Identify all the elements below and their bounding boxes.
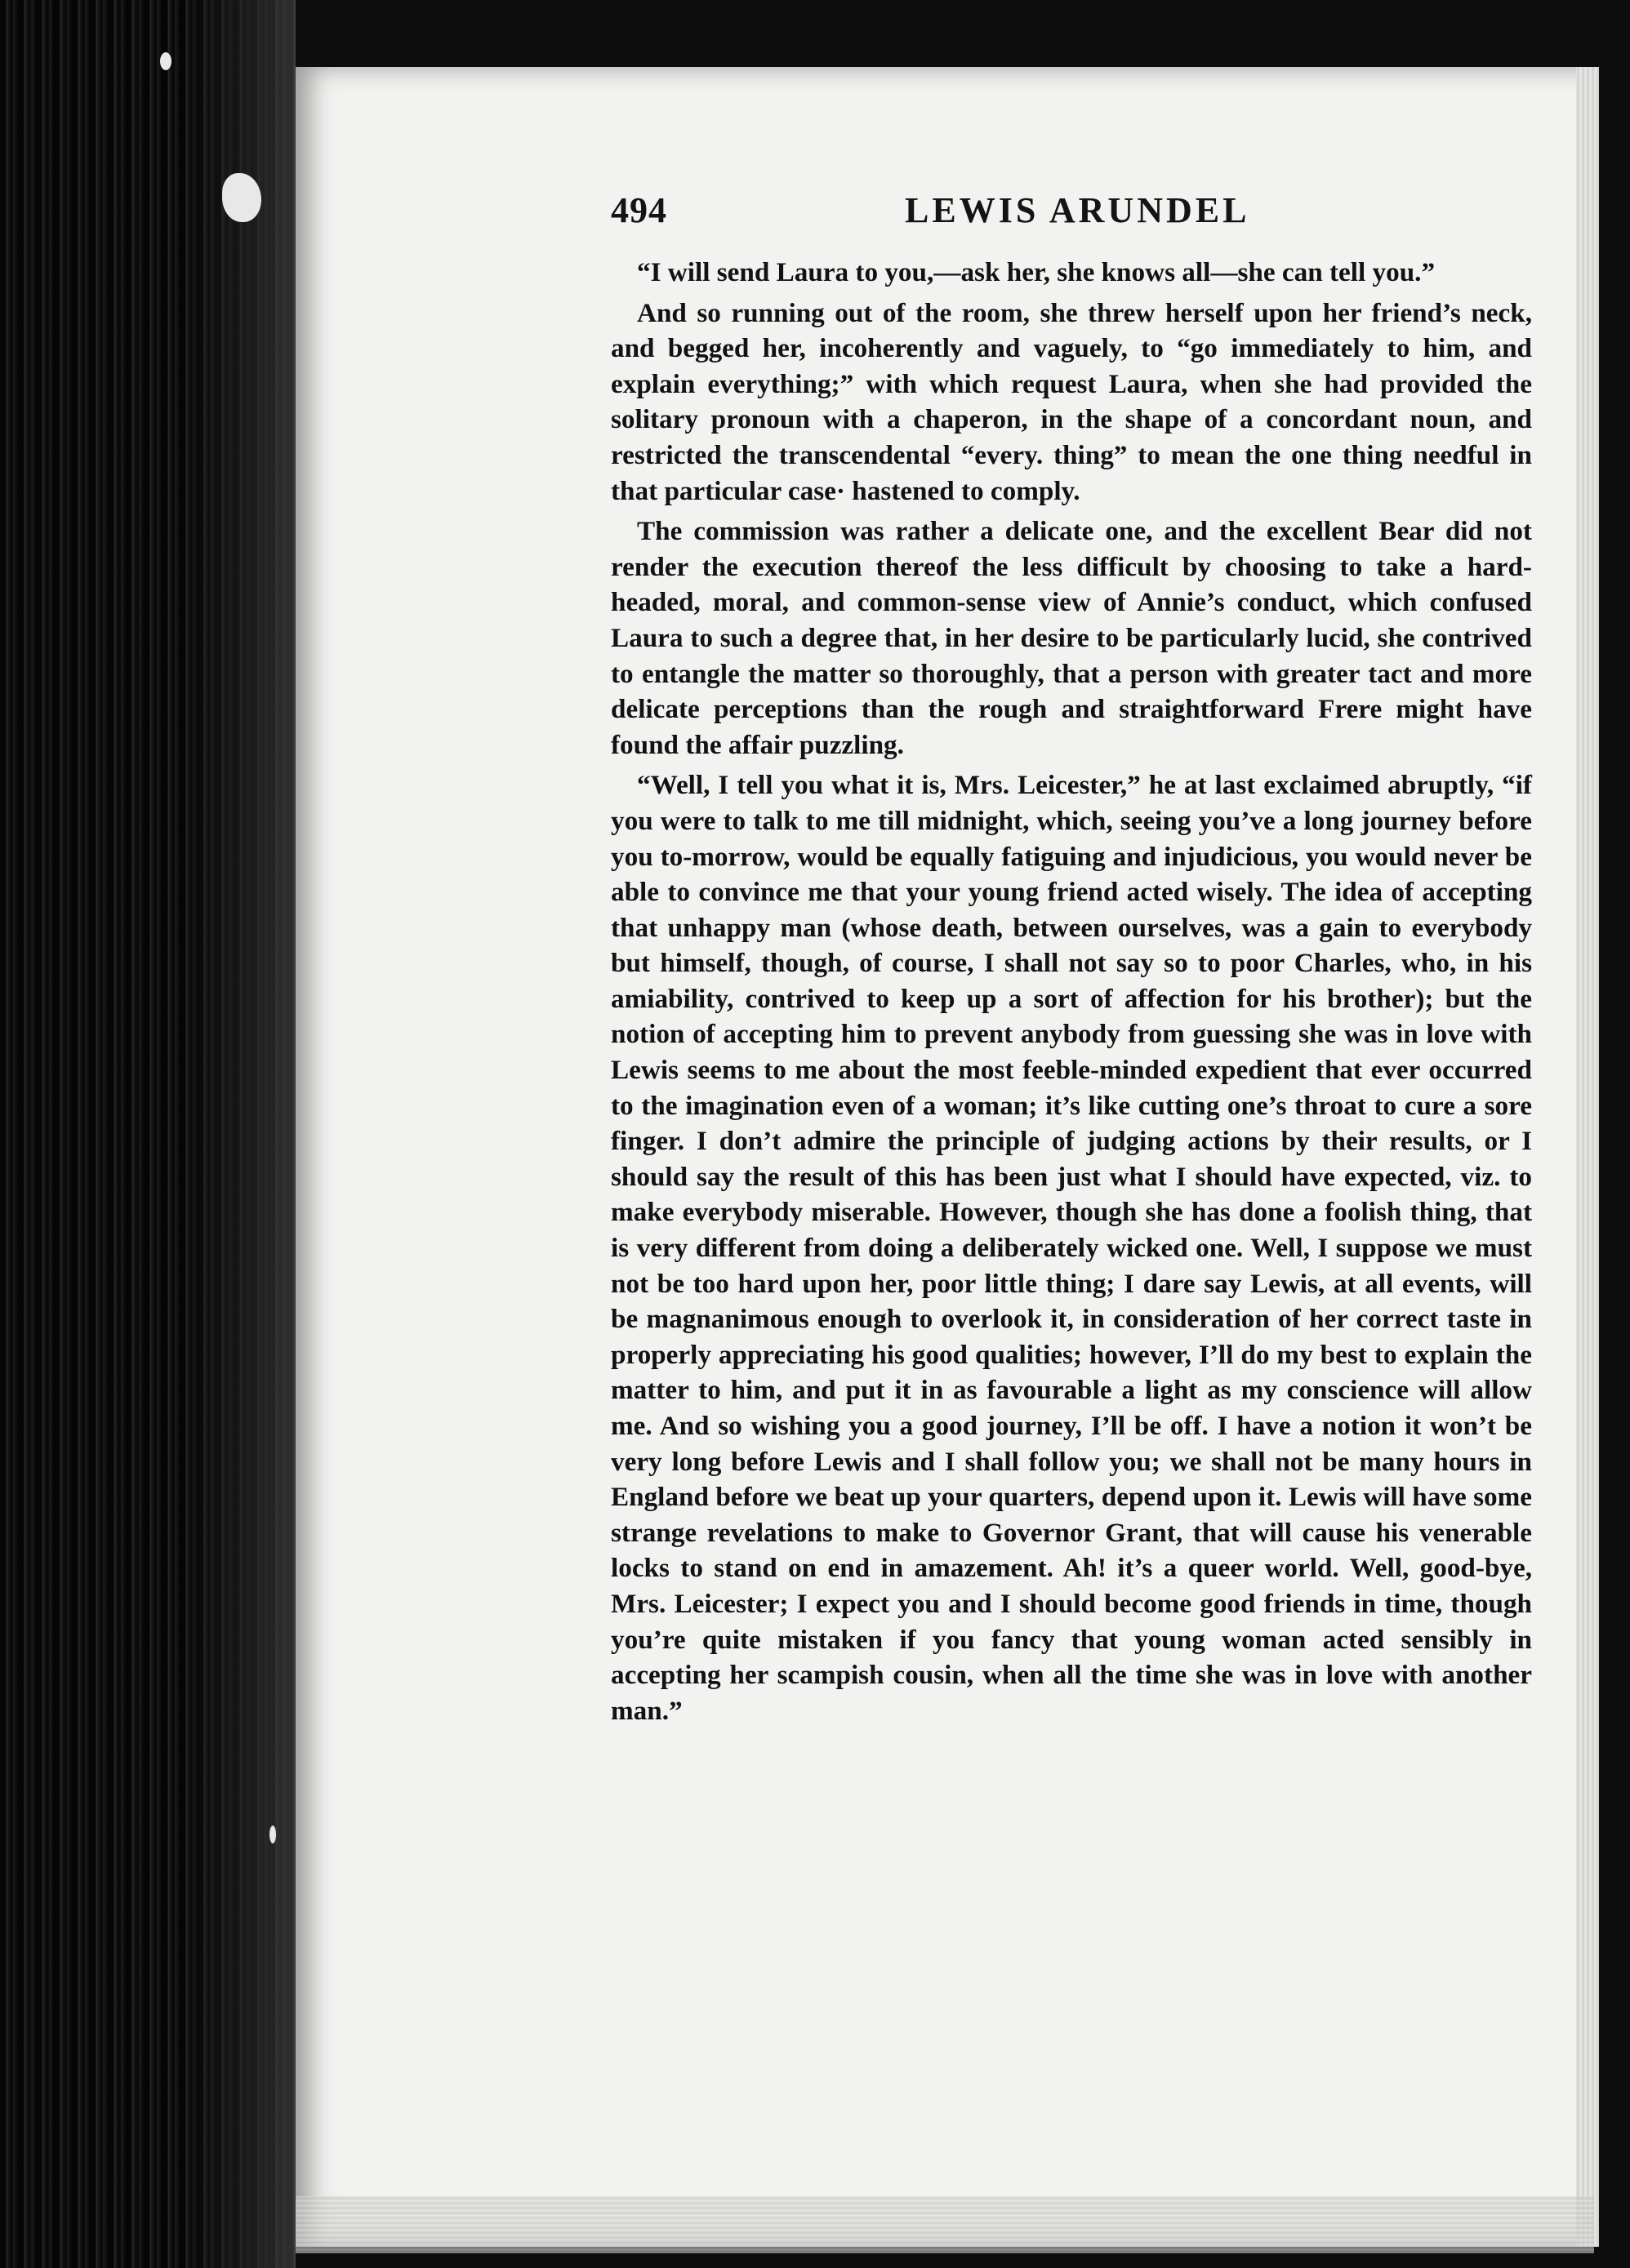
paragraph: The commission was rather a delicate one, and the excellent Bear did not render the execution thereof the less difficult by choosing to take a hard-headed, moral, and common-sense view of Annie’s conduct, which confused Laura to such a degree that, in her desire to be particularly lucid, she contrived to entangle the matter so thoroughly, that a person with greater tact and more delicate perceptions than the rough and straightforward Frere might have found the affair puzzling. [611, 516, 1532, 760]
spine-speck [160, 52, 171, 70]
page-number: 494 [611, 190, 667, 230]
page-fore-edge [1576, 67, 1599, 2247]
spine-shadow [188, 0, 296, 2268]
running-head-title: LEWIS ARUNDEL [905, 190, 1250, 230]
paragraph: And so running out of the room, she threw herself upon her friend’s neck, and begged her, incoherently and vaguely, to “go immediately to him, and explain everything;” with which request Laura, when she had provided the solitary pronoun with a chaperon, in the shape of a concordant noun, and restricted the transcendental “every. thing” to mean the one thing needful in that particular case· hastened to comply. [611, 297, 1532, 506]
page-bottom-edge [296, 2196, 1594, 2253]
page-body [611, 255, 1532, 1728]
paragraph: “I will send Laura to you,—ask her, she knows all—she can tell you.” [637, 257, 1436, 287]
page-header [611, 189, 1527, 248]
paragraph: “Well, I tell you what it is, Mrs. Leicester,” he at last exclaimed abruptly, “if you were to talk to me till midnight, which, seeing you’ve a long journey before you to-morrow, would be equally fatiguing and injudicious, you would never be able to convince me that your young friend acted wisely. The idea of accepting that unhappy man (whose death, between ourselves, was a gain to everybody but himself, though, of course, I shall not say so to poor Charles, who, in his amiability, contrived to keep up a sort of affection for his brother); but the notion of accepting him to prevent anybody from guessing she was in love with Lewis seems to me about the most feeble-minded expedient that ever occurred to the imagination even of a woman; it’s like cutting one’s throat to cure a sore finger. I don’t admire the principle of judging actions by their results, or I should say the result of this has been just what I should have expected, viz. to make everybody miserable. However, though she has done a foolish thing, that is very different from doing a deliberately wicked one. Well, I suppose we must not be too hard upon her, poor little thing; I dare say Lewis, at all events, will be magnanimous enough to overlook it, in consideration of her correct taste in properly appreciating his good qualities; however, I’ll do my best to explain the matter to him, and put it in as favourable a light as my conscience will allow me. And so wishing you a good journey, I’ll be off. I have a notion it won’t be very long before Lewis and I shall follow you; we shall not be many hours in England before we beat up your quarters, depend upon it. Lewis will have some strange revelations to make to Governor Grant, that will cause his venerable locks to stand on end in amazement. Ah! it’s a queer world. Well, good-bye, Mrs. Leicester; I expect you and I should become good friends in time, though you’re quite mistaken if you fancy that young woman acted sensibly in accepting her scampish cousin, when all the time she was in love with another man.” [611, 770, 1532, 1726]
spine-speck [269, 1826, 276, 1843]
